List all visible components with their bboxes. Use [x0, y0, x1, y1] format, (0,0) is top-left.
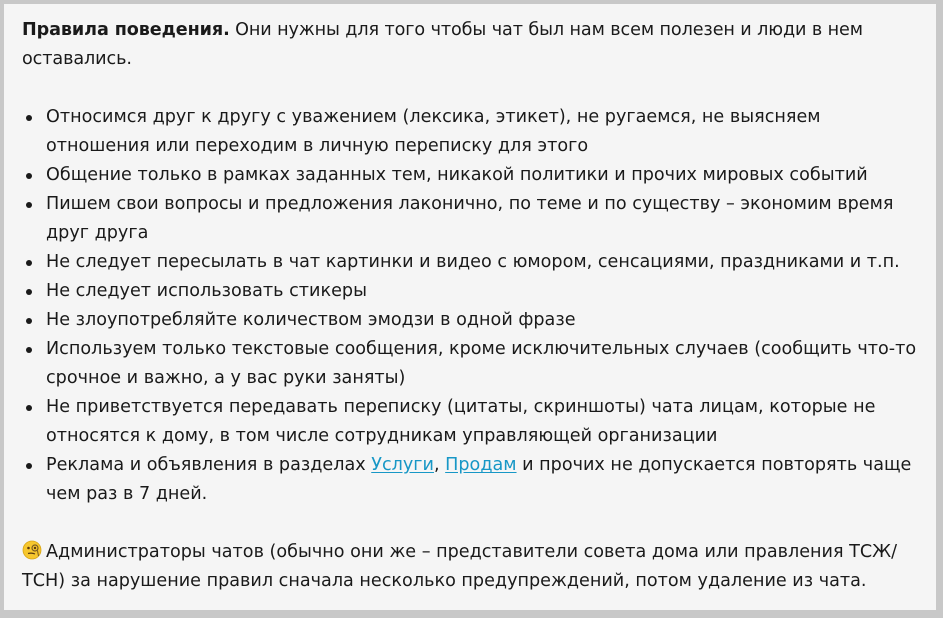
rules-list [22, 103, 918, 509]
link-sell[interactable]: Продам [445, 455, 517, 475]
bullet-icon [26, 405, 32, 411]
rules-intro-text: Они нужны для того чтобы чат был нам всем полезен и люди в нем оставались. [22, 20, 863, 69]
bullet-icon [26, 115, 32, 121]
admin-note-text: Администраторы чатов (обычно они же – представители совета дома или правления ТСЖ/ТСН) за нарушение правил сначала несколько предупреждений, потом удаление из чата. [22, 542, 898, 591]
monocle-face-icon [22, 540, 42, 560]
rule-text: Не злоупотребляйте количеством эмодзи в одной фразе [46, 310, 576, 330]
link-services[interactable]: Услуги [371, 455, 434, 475]
spacer [22, 74, 918, 103]
ads-text-after: и прочих не допускается повторять чаще чем раз в 7 дней. [46, 455, 912, 504]
rule-text: Пишем свои вопросы и предложения лаконично, по теме и по существу – экономим время друг друга [46, 194, 894, 243]
rule-item [22, 306, 918, 335]
rule-text: Не следует пересылать в чат картинки и видео с юмором, сенсациями, праздниками и т.п. [46, 252, 900, 272]
rule-text: Используем только текстовые сообщения, кроме исключительных случаев (сообщить что-то срочное и важно, а у вас руки заняты) [46, 339, 917, 388]
bullet-icon [26, 260, 32, 266]
admin-note [22, 538, 918, 596]
bullet-icon [26, 173, 32, 179]
rule-text: Не следует использовать стикеры [46, 281, 367, 301]
rules-title: Правила поведения. [22, 20, 230, 40]
rule-item [22, 161, 918, 190]
bullet-icon [26, 463, 32, 469]
spacer [22, 509, 918, 538]
rule-item [22, 393, 918, 451]
ads-text-before: Реклама и объявления в разделах [46, 455, 372, 475]
rule-text: Относимся друг к другу с уважением (лексика, этикет), не ругаемся, не выясняем отношения или переходим в личную переписку для этого [46, 107, 821, 156]
bullet-icon [26, 318, 32, 324]
rule-text: Не приветствуется передавать переписку (цитаты, скриншоты) чата лицам, которые не относятся к дому, в том числе сотрудникам управляющей организации [46, 397, 876, 446]
bullet-icon [26, 347, 32, 353]
rule-item [22, 277, 918, 306]
bullet-icon [26, 202, 32, 208]
rule-item [22, 103, 918, 161]
rule-text: Общение только в рамках заданных тем, никакой политики и прочих мировых событий [46, 165, 868, 185]
rule-item [22, 190, 918, 248]
rule-item [22, 335, 918, 393]
bullet-icon [26, 289, 32, 295]
rules-card [4, 4, 936, 610]
rule-item-ads [22, 451, 918, 509]
ads-separator: , [433, 455, 446, 475]
rules-intro [22, 16, 918, 74]
rule-item [22, 248, 918, 277]
